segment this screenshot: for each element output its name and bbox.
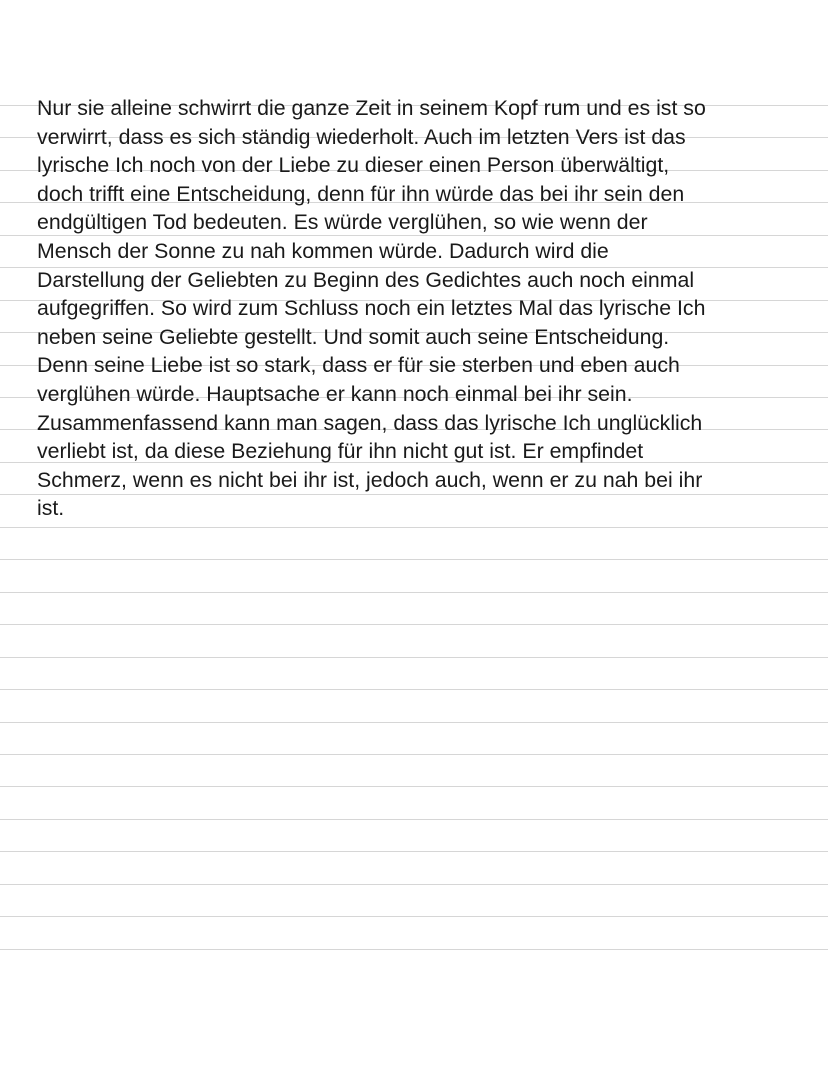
text-line: verliebt ist, da diese Beziehung für ihn nicht gut ist. Er empfindet: [37, 439, 644, 464]
text-line: aufgegriffen. So wird zum Schluss noch ein letztes Mal das lyrische Ich: [37, 296, 706, 321]
text-line: ist.: [37, 496, 65, 521]
text-line: Schmerz, wenn es nicht bei ihr ist, jedoch auch, wenn er zu nah bei ihr: [37, 467, 703, 492]
ruled-line: [0, 592, 828, 593]
ruled-line: [0, 689, 828, 690]
ruled-line: [0, 624, 828, 625]
text-line: endgültigen Tod bedeuten. Es würde verglühen, so wie wenn der: [37, 210, 648, 235]
essay-text: [37, 94, 817, 523]
text-line: Zusammenfassend kann man sagen, dass das lyrische Ich unglücklich: [37, 410, 703, 435]
ruled-line: [0, 754, 828, 755]
ruled-line: [0, 949, 828, 950]
text-line: Nur sie alleine schwirrt die ganze Zeit in seinem Kopf rum und es ist so: [37, 96, 706, 120]
ruled-line: [0, 851, 828, 852]
text-line: verglühen würde. Hauptsache er kann noch einmal bei ihr sein.: [37, 381, 633, 406]
ruled-line: [0, 819, 828, 820]
text-line: verwirrt, dass es sich ständig wiederholt. Auch im letzten Vers ist das: [37, 124, 686, 149]
text-line: Mensch der Sonne zu nah kommen würde. Dadurch wird die: [37, 238, 609, 263]
ruled-line: [0, 722, 828, 723]
text-line: neben seine Geliebte gestellt. Und somit auch seine Entscheidung.: [37, 324, 670, 349]
ruled-line: [0, 786, 828, 787]
ruled-line: [0, 657, 828, 658]
text-line: lyrische Ich noch von der Liebe zu dieser einen Person überwältigt,: [37, 153, 670, 178]
text-line: doch trifft eine Entscheidung, denn für ihn würde das bei ihr sein den: [37, 181, 685, 206]
ruled-line: [0, 559, 828, 560]
ruled-line: [0, 527, 828, 528]
ruled-line: [0, 884, 828, 885]
ruled-line: [0, 916, 828, 917]
text-line: Denn seine Liebe ist so stark, dass er für sie sterben und eben auch: [37, 353, 680, 378]
text-line: Darstellung der Geliebten zu Beginn des Gedichtes auch noch einmal: [37, 267, 695, 292]
